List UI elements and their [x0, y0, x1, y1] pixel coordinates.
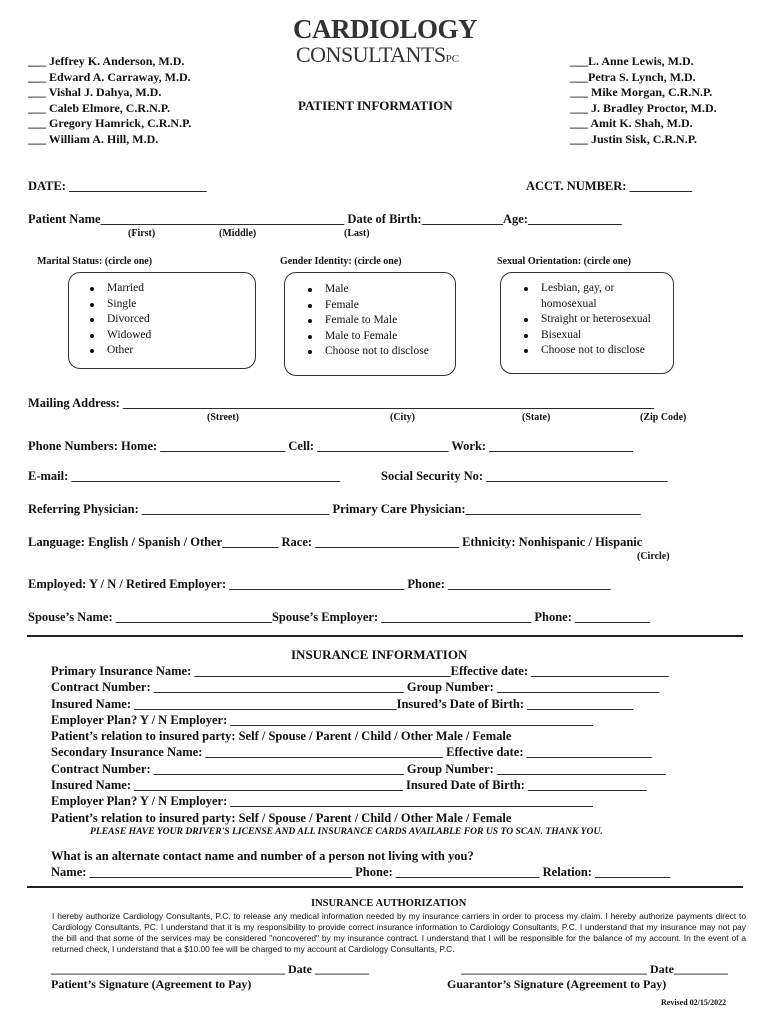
gender-identity-label: Gender Identity: (circle one): [280, 256, 402, 267]
bullet-icon: [524, 287, 528, 291]
option-label: Divorced: [107, 313, 150, 325]
logo-line1: CARDIOLOGY: [293, 14, 478, 44]
gender-option[interactable]: [299, 282, 455, 298]
insurance-field[interactable]: Employer Plan? Y / N Employer: __________________________________________________________: [51, 794, 593, 809]
patient-signature-field[interactable]: _______________________________________ Date _________: [51, 962, 369, 976]
gender-option[interactable]: [299, 329, 455, 345]
name-last-label: (Last): [344, 228, 370, 239]
form-title: PATIENT INFORMATION: [298, 98, 453, 113]
name-middle-label: (Middle): [219, 228, 257, 239]
address-street-label: (Street): [207, 412, 240, 423]
name-first-label: (First): [128, 228, 156, 239]
authorization-title: INSURANCE AUTHORIZATION: [311, 898, 467, 909]
marital-option[interactable]: [81, 343, 255, 359]
address-city-label: (City): [390, 412, 415, 423]
doctor-entry[interactable]: ___ Gregory Hamrick, C.R.N.P.: [28, 116, 192, 130]
doctor-entry[interactable]: ___ William A. Hill, M.D.: [28, 131, 159, 146]
marital-option[interactable]: [81, 328, 255, 344]
doctor-entry[interactable]: ___ Caleb Elmore, C.R.N.P.: [28, 100, 170, 115]
doctor-entry[interactable]: ___Petra S. Lynch, M.D.: [570, 69, 696, 84]
option-label: Widowed: [107, 328, 152, 341]
guarantor-signature-field[interactable]: _______________________________ Date_________: [461, 962, 728, 976]
option-label: Straight or heterosexual: [541, 313, 651, 325]
bullet-icon: [524, 334, 528, 338]
doctor-entry[interactable]: ___ J. Bradley Proctor, M.D.: [570, 100, 717, 115]
option-label: Married: [107, 282, 145, 294]
cardiology-consultants-logo: [290, 10, 478, 70]
marital-option[interactable]: [81, 312, 255, 328]
insurance-field[interactable]: Primary Insurance Name: _________________________________________Effective date: ______________________: [51, 664, 669, 678]
insurance-field[interactable]: Insured Name: __________________________________________Insured’s Date of Birth: _________________: [51, 696, 634, 711]
gender-identity-box: [284, 272, 456, 376]
gender-option[interactable]: [299, 298, 455, 314]
option-label: Choose not to disclose: [325, 345, 429, 357]
doctor-entry[interactable]: ___ Vishal J. Dahya, M.D.: [28, 85, 162, 99]
scan-note: PLEASE HAVE YOUR DRIVER'S LICENSE AND ALL INSURANCE CARDS AVAILABLE FOR US TO SCAN. THANK YOU.: [90, 826, 603, 837]
gender-option[interactable]: [299, 344, 455, 360]
option-label: Female: [325, 298, 359, 311]
orientation-option[interactable]: [515, 343, 655, 359]
bullet-icon: [308, 335, 312, 339]
insurance-field[interactable]: Patient’s relation to insured party: Self / Spouse / Parent / Child / Other Male / Female: [51, 729, 512, 744]
patient-name-field[interactable]: Patient Name_______________________________________ Date of Birth:_____________Age:_______________: [28, 212, 622, 226]
insurance-field[interactable]: Insured Name: ___________________________________________ Insured Date of Birth: ___________________: [51, 778, 647, 793]
orientation-option[interactable]: [515, 312, 655, 328]
gender-option[interactable]: [299, 313, 455, 329]
marital-status-box: [68, 272, 256, 369]
logo-line2-text: CONSULTANTS: [296, 42, 446, 67]
bullet-icon: [308, 350, 312, 354]
date-field[interactable]: DATE: ______________________: [28, 179, 207, 193]
address-zip-label: (Zip Code): [640, 412, 687, 423]
language-race-ethnicity-field[interactable]: Language: English / Spanish / Other_________ Race: _______________________ Ethnicity: Nonhispanic / Hispanic: [28, 535, 643, 549]
option-label: Male to Female: [325, 329, 398, 342]
email-field[interactable]: E-mail: ___________________________________________: [28, 469, 341, 483]
authorization-text: I hereby authorize Cardiology Consultants, P.C. to release any medical information needed by my insurance carriers in order to process my claim. I hereby authorize payments direct to Cardiology Consultants, PC. I understand that it is my responsibility to provide correct insurance information to Cardiology Consultants, P.C. I understand that my insurance may not pay the bill and that some of the services may be considered "noncovered" by my insurance contract. I understand that I will be responsible for the balance of my account. In the event of a returned check, I understand that a $10.00 fee will be charged to my account at Cardiology Consultants, P.C.: [52, 911, 746, 954]
ssn-field[interactable]: Social Security No: _____________________________: [381, 469, 668, 483]
address-state-label: (State): [522, 412, 551, 423]
logo-line2: [296, 42, 459, 68]
insurance-field[interactable]: Secondary Insurance Name: ______________________________________ Effective date: ____________________: [51, 745, 652, 760]
bullet-icon: [308, 304, 312, 308]
bullet-icon: [90, 334, 94, 338]
orientation-option[interactable]: [515, 281, 655, 312]
orientation-option[interactable]: [515, 328, 655, 344]
doctor-entry[interactable]: ___ Mike Morgan, C.R.N.P.: [570, 85, 713, 99]
doctor-list-left: [28, 54, 191, 147]
spouse-field[interactable]: Spouse’s Name: _________________________Spouse’s Employer: ________________________ Phone: ____________: [28, 610, 650, 624]
bullet-icon: [90, 303, 94, 307]
doctor-list-right: [570, 54, 717, 147]
marital-option[interactable]: [81, 297, 255, 313]
insurance-field[interactable]: Contract Number: ________________________________________ Group Number: __________________________: [51, 680, 660, 695]
insurance-lines: [51, 663, 669, 826]
insurance-title: INSURANCE INFORMATION: [291, 647, 468, 662]
marital-status-label: Marital Status: (circle one): [37, 256, 153, 267]
bullet-icon: [90, 349, 94, 353]
patient-signature-label: Patient’s Signature (Agreement to Pay): [51, 977, 252, 991]
option-label: Lesbian, gay, or homosexual: [541, 282, 615, 310]
option-label: Female to Male: [325, 314, 398, 326]
option-label: Male: [325, 283, 349, 295]
revised-date: Revised 02/15/2022: [661, 998, 727, 1007]
marital-option[interactable]: [81, 281, 255, 297]
bullet-icon: [308, 319, 312, 323]
option-label: Choose not to disclose: [541, 344, 645, 356]
bullet-icon: [90, 287, 94, 291]
doctor-entry[interactable]: ___ Edward A. Carraway, M.D.: [28, 69, 191, 84]
alternate-contact-field[interactable]: Name: __________________________________________ Phone: _______________________ Relation: ____________: [51, 865, 671, 879]
sexual-orientation-box: [500, 272, 674, 374]
doctor-entry[interactable]: ___ Justin Sisk, C.R.N.P.: [570, 131, 697, 146]
circle-note: (Circle): [637, 551, 670, 562]
mailing-address-field[interactable]: Mailing Address: _____________________________________________________________________________________: [28, 396, 655, 410]
doctor-entry[interactable]: ___ Jeffrey K. Anderson, M.D.: [28, 54, 185, 68]
logo-suffix: PC: [445, 53, 460, 65]
physician-field[interactable]: Referring Physician: ______________________________ Primary Care Physician:____________________________: [28, 502, 641, 516]
phone-numbers-field[interactable]: Phone Numbers: Home: ____________________ Cell: _____________________ Work: _______________________: [28, 439, 633, 453]
insurance-field[interactable]: Patient’s relation to insured party: Self / Spouse / Parent / Child / Other Male / Female: [51, 810, 512, 825]
alternate-contact-question: What is an alternate contact name and number of a person not living with you?: [51, 849, 474, 863]
option-label: Bisexual: [541, 328, 582, 341]
bullet-icon: [308, 288, 312, 292]
doctor-entry[interactable]: ___ Amit K. Shah, M.D.: [570, 116, 693, 130]
doctor-entry[interactable]: ___L. Anne Lewis, M.D.: [570, 54, 694, 68]
option-label: Other: [107, 344, 134, 356]
sexual-orientation-label: Sexual Orientation: (circle one): [497, 256, 631, 267]
bullet-icon: [90, 318, 94, 322]
insurance-field[interactable]: Contract Number: ________________________________________ Group Number: ___________________________: [51, 761, 666, 776]
section-divider: [27, 635, 743, 637]
guarantor-signature-label: Guarantor’s Signature (Agreement to Pay): [447, 977, 667, 991]
account-number-field[interactable]: ACCT. NUMBER: __________: [526, 179, 693, 193]
bullet-icon: [524, 318, 528, 322]
section-divider: [27, 886, 743, 888]
bullet-icon: [524, 349, 528, 353]
employment-field[interactable]: Employed: Y / N / Retired Employer: ____________________________ Phone: __________________________: [28, 577, 611, 591]
insurance-field[interactable]: Employer Plan? Y / N Employer: __________________________________________________________: [51, 712, 593, 727]
option-label: Single: [107, 297, 137, 310]
